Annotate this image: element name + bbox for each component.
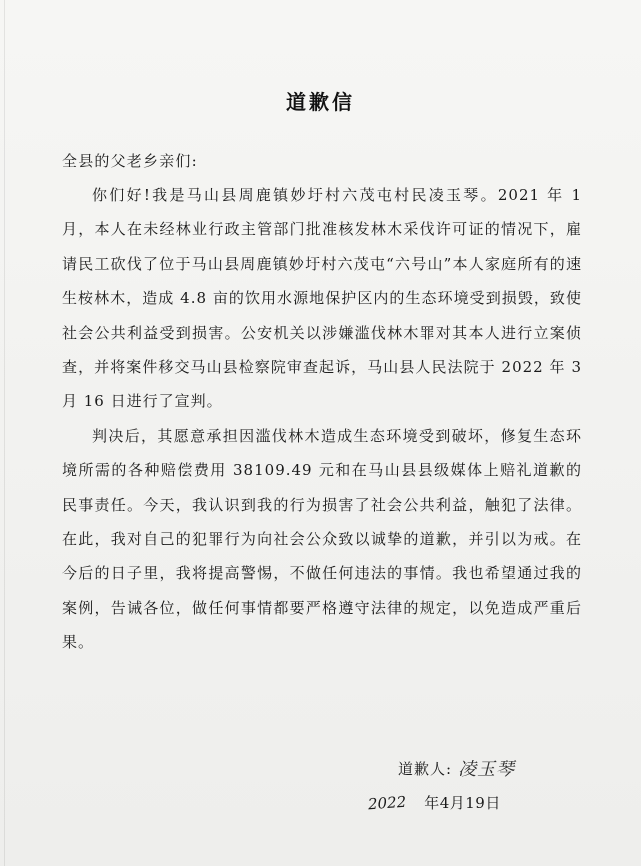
body-paragraph-1: 你们好!我是马山县周鹿镇妙圩村六茂屯村民凌玉琴。2021 年 1 月，本人在未经林业行政主管部门批准核发林木采伐许可证的情况下，雇请民工砍伐了位于马山县周鹿镇妙圩村六茂屯“六号山”本人家庭所有的速生桉林木，造成 4.8 亩的饮用水源地保护区内的生态环境受到损毁，致使社会公共利益受到损害。公安机关以涉嫌滥伐林木罪对其本人进行立案侦查，并将案件移交马山县检察院审查起诉，马山县人民法院于 2022 年 3 月 16 日进行了宣判。 xyxy=(62,186,582,411)
date-year: 2022 xyxy=(367,792,407,814)
signature-row xyxy=(398,755,515,781)
salutation: 全县的父老乡亲们: xyxy=(62,152,198,170)
body-paragraph-2: 判决后，其愿意承担因滥伐林木造成生态环境受到破坏，修复生态环境所需的各种赔偿费用 38109.49 元和在马山县县级媒体上赔礼道歉的民事责任。今天，我认识到我的行为损害了社会公共利益，触犯了法律。在此，我对自己的犯罪行为向社会公众致以诚挚的道歉，并引以为戒。在今后的日子里，我将提高警惕，不做任何违法的事情。我也希望通过我的案例，告诫各位，做任何事情都要严格遵守法律的规定，以免造成严重后果。 xyxy=(62,426,582,652)
signature-name: 凌玉琴 xyxy=(458,759,516,780)
date-month-day: 年4月19日 xyxy=(424,794,501,812)
date-row xyxy=(368,788,501,813)
handwritten-signature xyxy=(458,755,515,781)
letter-body xyxy=(62,178,582,660)
letter-title: 道歉信 xyxy=(286,90,355,114)
signature-label: 道歉人: xyxy=(398,759,453,778)
